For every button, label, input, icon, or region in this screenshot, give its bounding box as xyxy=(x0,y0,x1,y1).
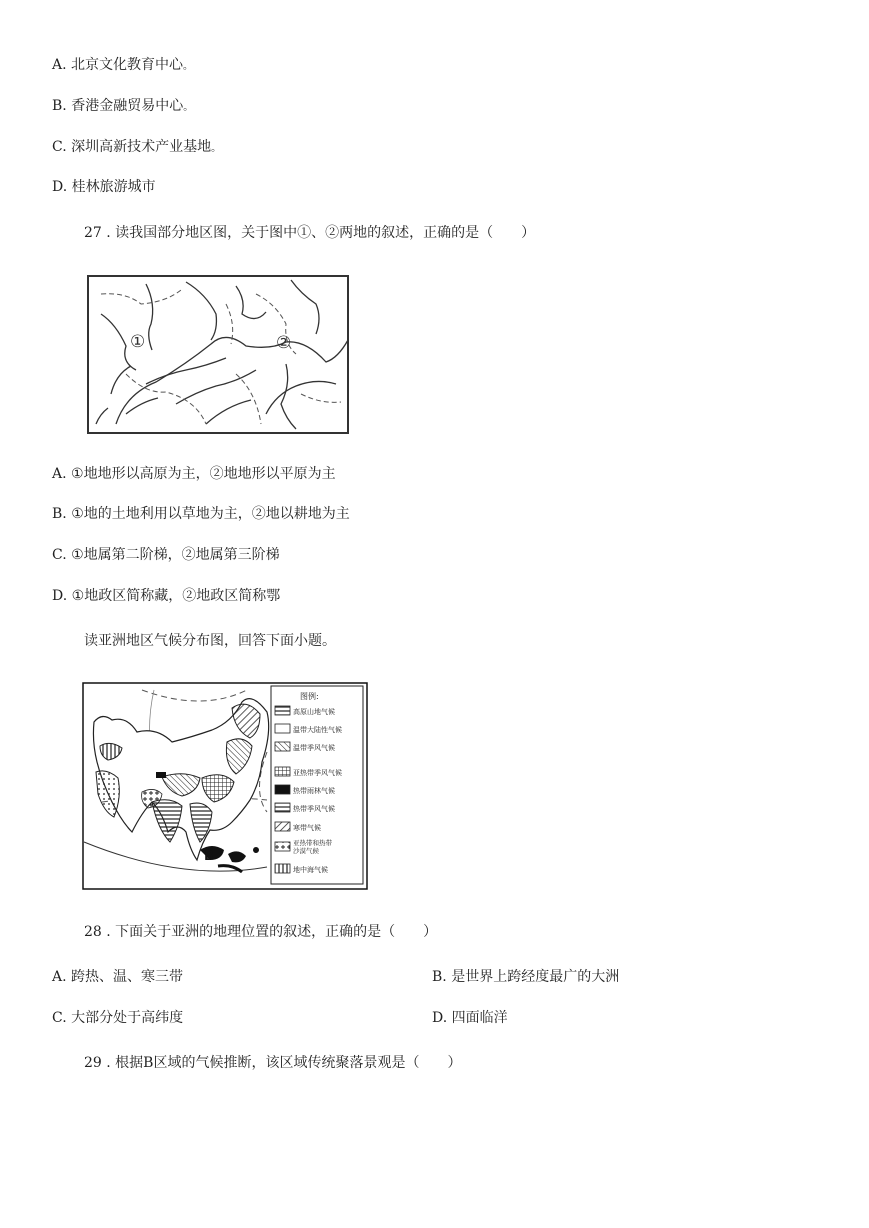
china-region-map xyxy=(86,274,352,440)
legend-item-3: 温带季风气候 xyxy=(293,744,335,752)
q26-option-b: B. 香港金融贸易中心。 xyxy=(52,98,194,114)
question-27-stem: 27 . 读我国部分地区图，关于图中①、②两地的叙述，正确的是（ ） xyxy=(84,225,536,241)
q27-option-d: D. ①地政区简称藏，②地政区简称鄂 xyxy=(52,588,281,604)
legend-item-1: 高原山地气候 xyxy=(293,708,335,716)
q28-option-b: B. 是世界上跨经度最广的大洲 xyxy=(432,969,620,985)
legend-title: 图例: xyxy=(300,692,319,701)
legend-item-4: 亚热带季风气候 xyxy=(293,769,342,777)
map-label-2: ② xyxy=(276,333,292,353)
map-legend xyxy=(271,686,363,884)
legend-item-2: 温带大陆性气候 xyxy=(293,726,342,734)
q28-option-d: D. 四面临洋 xyxy=(432,1010,508,1026)
q28-option-a: A. 跨热、温、寒三带 xyxy=(52,969,184,985)
q26-option-c: C. 深圳高新技术产业基地。 xyxy=(52,139,222,155)
q28-option-c: C. 大部分处于高纬度 xyxy=(52,1010,184,1026)
asia-intro: 读亚洲地区气候分布图，回答下面小题。 xyxy=(84,633,336,649)
question-28-stem: 28 . 下面关于亚洲的地理位置的叙述，正确的是（ ） xyxy=(84,924,438,940)
legend-item-9: 地中海气候 xyxy=(293,866,328,874)
q27-option-b: B. ①地的土地利用以草地为主，②地以耕地为主 xyxy=(52,506,350,522)
legend-item-6: 热带季风气候 xyxy=(293,805,335,813)
q27-option-c: C. ①地属第二阶梯，②地属第三阶梯 xyxy=(52,547,280,563)
q26-option-d: D. 桂林旅游城市 xyxy=(52,179,156,195)
q26-option-a: A. 北京文化教育中心。 xyxy=(52,57,194,73)
legend-item-7: 寒带气候 xyxy=(293,824,321,832)
map-label-1: ① xyxy=(130,332,146,352)
legend-item-5: 热带雨林气候 xyxy=(293,787,335,795)
region-b-label: B xyxy=(204,849,214,864)
question-29-stem: 29 . 根据B区域的气候推断，该区域传统聚落景观是（ ） xyxy=(84,1055,462,1071)
asia-climate-map xyxy=(82,682,369,895)
q27-option-a: A. ①地地形以高原为主，②地地形以平原为主 xyxy=(52,466,336,482)
legend-item-8: 亚热带和热带沙漠气候 xyxy=(293,839,332,855)
